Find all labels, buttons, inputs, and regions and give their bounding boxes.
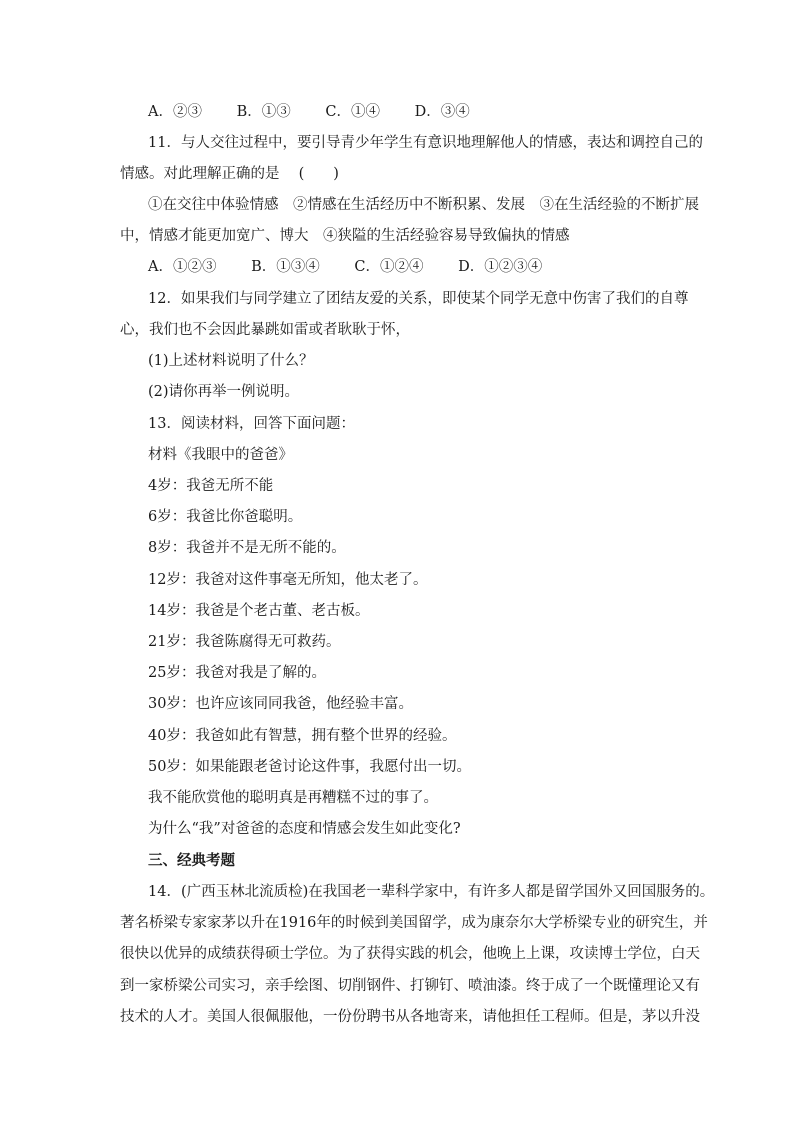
q13-material-line: 50岁：如果能跟老爸讨论这件事，我愿付出一切。 (148, 759, 471, 775)
q11-stem-line2: 情感。对此理解正确的是 ( ) (120, 166, 339, 182)
q13-material-line: 4岁：我爸无所不能 (148, 478, 274, 494)
q13-material-line: 我不能欣赏他的聪明真是再糟糕不过的事了。 (148, 790, 438, 806)
q12-sub-question-2: (2)请你再举一例说明。 (148, 384, 300, 400)
q10-option-b: B．①③ (236, 104, 291, 120)
q11-options (148, 257, 572, 277)
q10-option-d: D．③④ (414, 104, 470, 120)
q10-options (148, 102, 500, 122)
q10-option-a: A．②③ (148, 104, 202, 120)
q11-option-d: D．①②③④ (458, 259, 543, 275)
q13-stem: 13．阅读材料，回答下面问题： (148, 416, 355, 432)
q11-stem-line1: 11．与人交往过程中，要引导青少年学生有意识地理解他人的情感，表达和调控自己的 (148, 135, 703, 151)
q11-option-b: B．①③④ (251, 259, 320, 275)
q13-material-line: 25岁：我爸对我是了解的。 (148, 665, 326, 681)
q11-option-a: A．①②③ (148, 259, 217, 275)
q12-stem-line1: 12．如果我们与同学建立了团结友爱的关系，即使某个同学无意中伤害了我们的自尊 (148, 291, 689, 307)
q13-material-line: 21岁：我爸陈腐得无可救药。 (148, 634, 341, 650)
q12-sub-question-1: (1)上述材料说明了什么？ (148, 353, 314, 369)
q12-stem-line2: 心，我们也不会因此暴跳如雷或者耿耿于怀， (120, 322, 410, 338)
q10-option-c: C．①④ (325, 104, 380, 120)
q13-material-line: 12岁：我爸对这件事毫无所知，他太老了。 (148, 572, 428, 588)
q13-material-line: 14岁：我爸是个老古董、老古板。 (148, 603, 370, 619)
q13-material-line: 8岁：我爸并不是无所不能的。 (148, 540, 346, 556)
q13-material-line: 30岁：也许应该同同我爸，他经验丰富。 (148, 696, 413, 712)
q13-material-line: 40岁：我爸如此有智慧，拥有整个世界的经验。 (148, 728, 457, 744)
q14-line: 到一家桥梁公司实习，亲手绘图、切削钢件、打铆钉、喷油漆。终于成了一个既懂理论又有 (120, 978, 700, 994)
q11-items-line1: ①在交往中体验情感 ②情感在生活经历中不断积累、发展 ③在生活经验的不断扩展 (148, 197, 699, 213)
q13-material-line: 6岁：我爸比你爸聪明。 (148, 509, 303, 525)
q14-line: 著名桥梁专家家茅以升在1916年的时候到美国留学，成为康奈尔大学桥梁专业的研究生，并 (120, 915, 708, 931)
q13-material-title: 材料《我眼中的爸爸》 (148, 447, 293, 463)
q14-line: 技术的人才。美国人很佩服他，一份份聘书从各地寄来，请他担任工程师。但是，茅以升没 (120, 1009, 700, 1025)
q11-items-line2: 中，情感才能更加宽广、博大 ④狭隘的生活经验容易导致偏执的情感 (120, 228, 570, 244)
q14-line: 14．(广西玉林北流质检)在我国老一辈科学家中，有许多人都是留学国外又回国服务的。 (148, 884, 715, 900)
q11-option-c: C．①②④ (354, 259, 424, 275)
section-heading: 三、经典考题 (148, 853, 235, 869)
q13-question: 为什么“我”对爸爸的态度和情感会发生如此变化? (148, 821, 461, 837)
q14-line: 很快以优异的成绩获得硕士学位。为了获得实践的机会，他晚上上课，攻读博士学位，白天 (120, 946, 700, 962)
